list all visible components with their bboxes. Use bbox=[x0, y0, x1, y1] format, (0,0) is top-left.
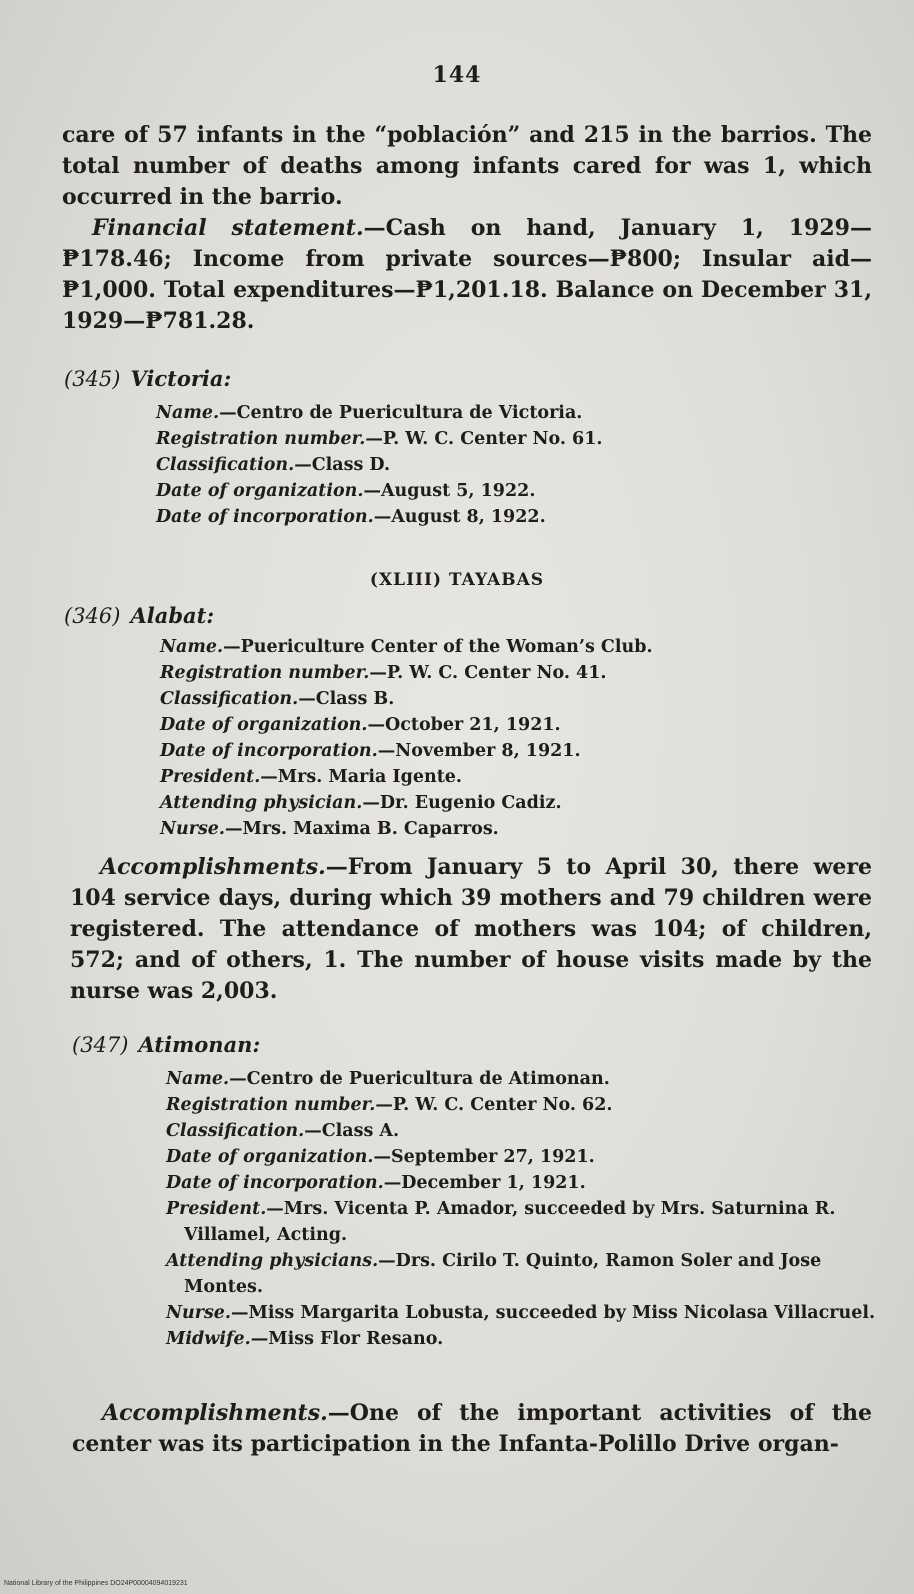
detail-item: Name.—Centro de Puericultura de Atimonan. bbox=[166, 1069, 610, 1089]
detail-item: Registration number.—P. W. C. Center No. 41. bbox=[160, 663, 607, 683]
detail-item: Attending physicians.—Drs. Cirilo T. Quinto, Ramon Soler and Jose Montes. bbox=[166, 1251, 822, 1297]
detail-item: Classification.—Class A. bbox=[166, 1121, 400, 1141]
entry-345-details bbox=[156, 400, 856, 530]
detail-item: Midwife.—Miss Flor Resano. bbox=[166, 1329, 444, 1349]
detail-item: Nurse.—Mrs. Maxima B. Caparros. bbox=[160, 819, 499, 839]
financial-statement bbox=[62, 213, 872, 337]
entry-347-heading bbox=[72, 1032, 260, 1057]
entry-347-details bbox=[166, 1066, 882, 1352]
detail-item: Registration number.—P. W. C. Center No. 61. bbox=[156, 429, 603, 449]
page-number: 144 bbox=[432, 62, 482, 88]
entry-345-place: Victoria: bbox=[130, 366, 232, 391]
detail-item: President.—Mrs. Vicenta P. Amador, succeeded by Mrs. Saturnina R. Villamel, Acting. bbox=[166, 1199, 836, 1245]
financial-text: —Cash on hand, January 1, 1929—₱178.46; Income from private sources—₱800; Insular aid—₱1,000. Total expenditures—₱1,201.18. Balance on December 31, 1929—₱781.28. bbox=[62, 215, 872, 334]
entry-347-number: (347) bbox=[72, 1033, 129, 1057]
accomplishments-label: Accomplishments. bbox=[102, 1400, 328, 1426]
financial-label: Financial statement. bbox=[92, 215, 364, 241]
entry-345-heading bbox=[64, 366, 231, 391]
entry-347-accomplishments bbox=[72, 1398, 872, 1460]
library-footer-note: National Library of the Philippines DO24P00004094019231 bbox=[4, 1580, 188, 1587]
entry-346-heading bbox=[64, 603, 214, 628]
detail-item: Attending physician.—Dr. Eugenio Cadiz. bbox=[160, 793, 562, 813]
detail-item: Date of organization.—September 27, 1921. bbox=[166, 1147, 595, 1167]
section-heading: (XLIII) TAYABAS bbox=[369, 570, 545, 590]
intro-block bbox=[62, 120, 872, 337]
detail-item: Nurse.—Miss Margarita Lobusta, succeeded by Miss Nicolasa Villacruel. bbox=[166, 1303, 876, 1323]
intro-paragraph: care of 57 infants in the “población” and 215 in the barrios. The total number of deaths among infants cared for was 1, which occurred in the barrio. bbox=[62, 122, 872, 210]
entry-346-details bbox=[160, 634, 860, 842]
accomplishments-label: Accomplishments. bbox=[100, 854, 326, 880]
detail-item: Classification.—Class B. bbox=[160, 689, 395, 709]
detail-item: Date of incorporation.—November 8, 1921. bbox=[160, 741, 581, 761]
detail-item: Name.—Centro de Puericultura de Victoria. bbox=[156, 403, 583, 423]
detail-item: Name.—Puericulture Center of the Woman’s Club. bbox=[160, 637, 653, 657]
accomplishments-text: —One of the important activities of the center was its participation in the Infanta-Polillo Drive organ- bbox=[72, 1400, 872, 1457]
detail-item: Date of organization.—October 21, 1921. bbox=[160, 715, 561, 735]
entry-346-accomplishments bbox=[70, 852, 872, 1007]
detail-item: Registration number.—P. W. C. Center No. 62. bbox=[166, 1095, 613, 1115]
detail-item: Date of organization.—August 5, 1922. bbox=[156, 481, 536, 501]
detail-item: Date of incorporation.—August 8, 1922. bbox=[156, 507, 546, 527]
accomplishments-text: —From January 5 to April 30, there were 104 service days, during which 39 mothers and 79 children were registered. The attendance of mothers was 104; of children, 572; and of others, 1. The number of house visits made by the nurse was 2,003. bbox=[70, 854, 872, 1004]
entry-347-place: Atimonan: bbox=[138, 1032, 261, 1057]
entry-345-number: (345) bbox=[64, 367, 121, 391]
detail-item: President.—Mrs. Maria Igente. bbox=[160, 767, 463, 787]
detail-item: Classification.—Class D. bbox=[156, 455, 391, 475]
entry-346-number: (346) bbox=[64, 604, 121, 628]
detail-item: Date of incorporation.—December 1, 1921. bbox=[166, 1173, 586, 1193]
entry-346-place: Alabat: bbox=[130, 603, 215, 628]
